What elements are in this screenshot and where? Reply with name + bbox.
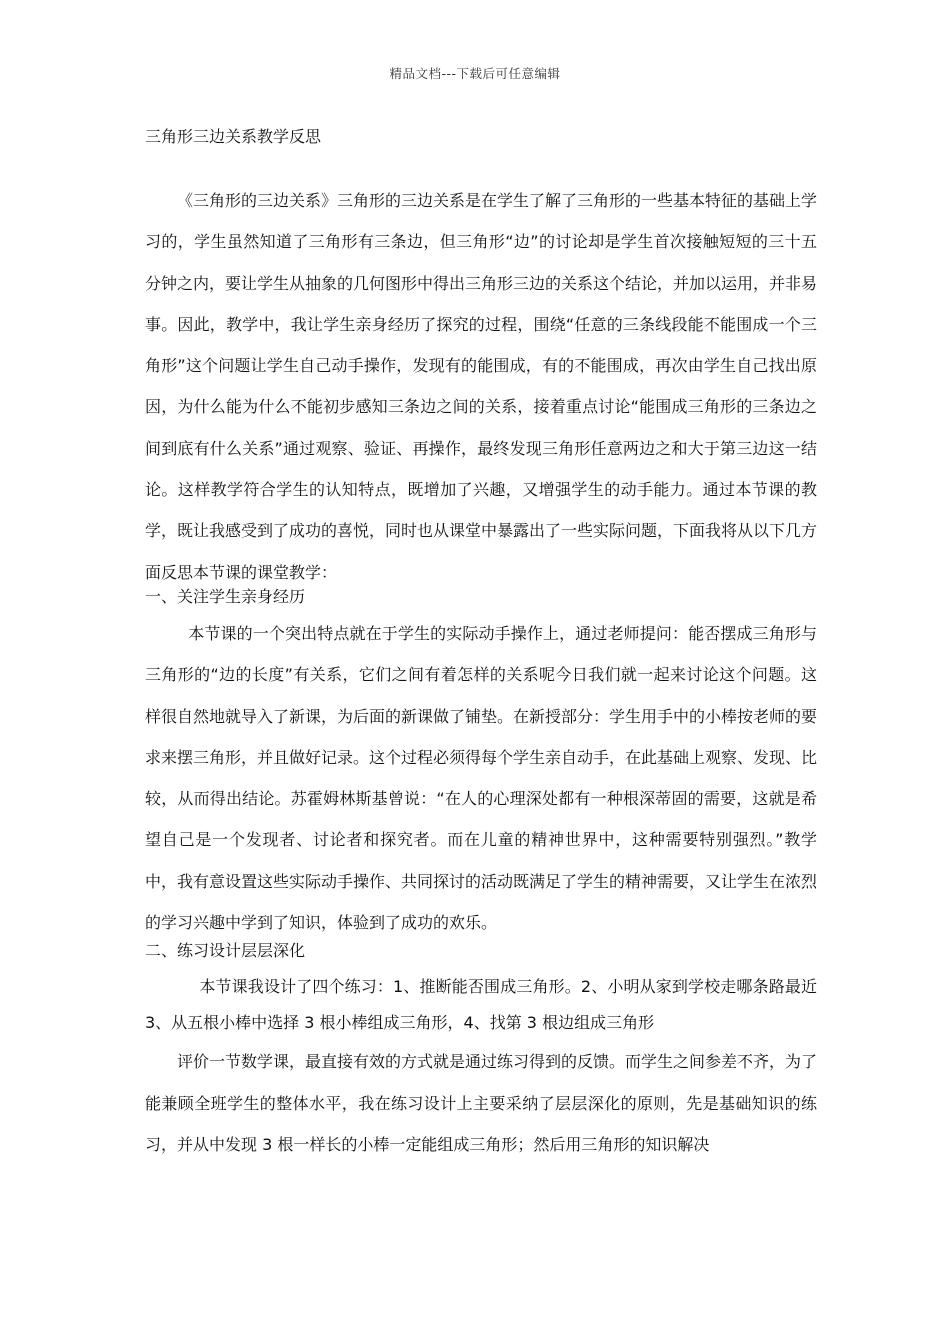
paragraph-exercises: 本节课我设计了四个练习：1、推断能否围成三角形。2、小明从家到学校走哪条路最近 3、从五根小棒中选择 3 根小棒组成三角形，4、找第 3 根边组成三角形 — [145, 977, 817, 1033]
paragraph-intro: 《三角形的三边关系》三角形的三边关系是在学生了解了三角形的一些基本特征的基础上学习的，学生虽然知道了三角形有三条边，但三角形“边”的讨论却是学生首次接触短短的三十五分钟之内，要让学生从抽象的几何图形中得出三角形三边的关系这个结论，并加以运用，并非易事。因此，教学中，我让学生亲身经历了探究的过程，围绕“任意的三条线段能不能围成一个三角形”这个问题让学生自己动手操作，发现有的能围成，有的不能围成，再次由学生自己找出原因，为什么能为什么不能初步感知三条边之间的关系，接着重点讨论“能围成三角形的三条边之间到底有什么关系”通过观察、验证、再操作，最终发现三角形任意两边之和大于第三边这一结论。这样教学符合学生的认知特点，既增加了兴趣，又增强学生的动手能力。通过本节课的教学，既让我感受到了成功的喜悦，同时也从课堂中暴露出了一些实际问题，下面我将从以下几方面反思本节课的课堂教学： — [145, 191, 818, 582]
paragraph-evaluation: 评价一节数学课，最直接有效的方式就是通过练习得到的反馈。而学生之间参差不齐，为了能兼顾全班学生的整体水平，我在练习设计上主要采纳了层层深化的原则，先是基础知识的练习，并从中发现 3 根一样长的小棒一定能组成三角形；然后用三角形的知识解决 — [145, 1052, 818, 1154]
document-body — [145, 180, 817, 1165]
section-heading-1: 一、关注学生亲身经历 — [145, 586, 306, 606]
paragraph-section-1: 本节课的一个突出特点就在于学生的实际动手操作上，通过老师提问：能否摆成三角形与三角形的“边的长度”有关系，它们之间有着怎样的关系呢今日我们就一起来讨论这个问题。这样很自然地就导入了新课，为后面的新课做了铺垫。在新授部分：学生用手中的小棒按老师的要求来摆三角形，并且做好记录。这个过程必须得每个学生亲自动手，在此基础上观察、发现、比较，从而得出结论。苏霍姆林斯基曾说：“在人的心理深处都有一种根深蒂固的需要，这就是希望自己是一个发现者、讨论者和探究者。而在儿童的精神世界中，这种需要特别强烈。”教学中，我有意设置这些实际动手操作、共同探讨的活动既满足了学生的精神需要，又让学生在浓烈的学习兴趣中学到了知识，体验到了成功的欢乐。 — [145, 623, 818, 933]
page-header: 精品文档---下载后可任意编辑 — [389, 66, 561, 81]
document-title: 三角形三边关系教学反思 — [145, 127, 322, 146]
section-heading-2: 二、练习设计层层深化 — [145, 941, 306, 961]
